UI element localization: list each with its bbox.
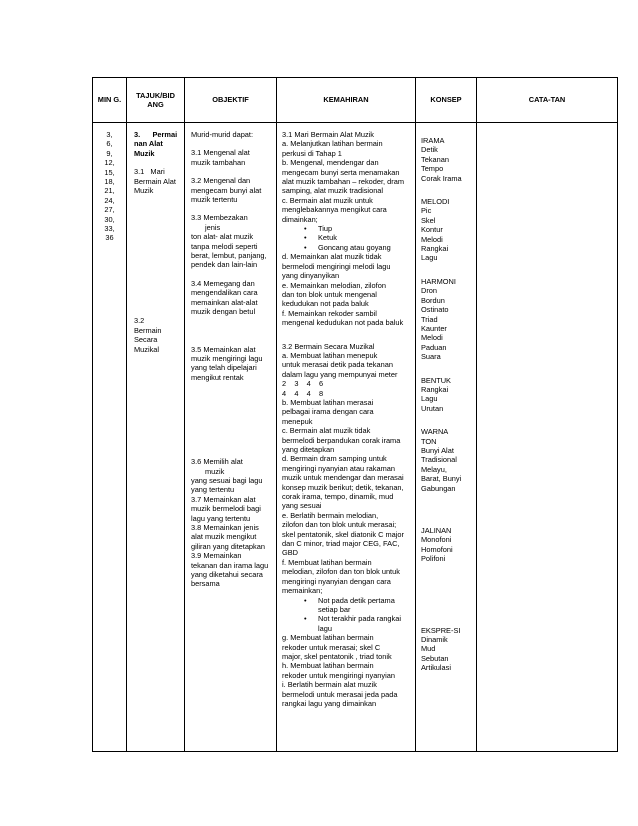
text-line: Melayu, xyxy=(421,464,447,474)
text-line: lagu yang tertentu xyxy=(191,513,251,523)
text-line: MELODI xyxy=(421,197,450,207)
text-line: Kaunter xyxy=(421,323,447,333)
text-line: corak irama, tempo, dinamik, mud xyxy=(282,492,394,502)
text-line: muzik bermelodi bagi xyxy=(191,504,261,514)
text-line: mengenal kedudukan not pada baluk xyxy=(282,318,404,328)
kemahiran-item xyxy=(282,139,411,158)
text-line: rekoder untuk merasai; skel C xyxy=(282,642,381,652)
text-line: EKSPRE-SI xyxy=(421,625,461,635)
text-line: major, skel pentatonik , triad tonik xyxy=(282,651,392,661)
text-line: Triad xyxy=(421,314,438,324)
text-line: IRAMA xyxy=(421,136,445,145)
text-line: 3.3 Membezakan xyxy=(191,213,248,223)
text-line: WARNA xyxy=(421,427,449,437)
text-line: tanpa melodi seperti xyxy=(191,241,258,251)
text-line: jenis xyxy=(205,222,221,232)
catatan-cell xyxy=(477,123,618,752)
text-line: tekanan dan irama lagu xyxy=(191,560,269,570)
text-line: Bunyi Alat xyxy=(421,445,454,455)
objektif-group xyxy=(191,176,273,204)
kemahiran-item xyxy=(282,661,411,680)
text-line: Monofoni xyxy=(421,535,452,545)
konsep-group-bentuk xyxy=(421,376,474,414)
text-line: Gabungan xyxy=(421,483,456,493)
text-line: 3.4 Memegang dan xyxy=(191,278,255,288)
text-line: pendek dan lain-lain xyxy=(191,260,258,270)
text-line: alat muzik tambahan – rekoder, dram xyxy=(282,177,405,187)
text-line: mengendalikan cara xyxy=(191,288,258,298)
header-tajuk: TAJUK/BID ANG xyxy=(127,78,185,123)
text-line: menepuk xyxy=(282,416,313,426)
text-line: BENTUK xyxy=(421,375,451,385)
tajuk-subtitle-line: Bermain Alat xyxy=(134,176,176,186)
text-line: Melodi xyxy=(421,333,443,343)
text-line: • Not terakhir pada rangkai xyxy=(282,614,411,623)
text-line: JALINAN xyxy=(421,526,452,535)
text-line: e. Berlatih bermain melodian, xyxy=(282,510,379,520)
text-line: 3.5 Memainkan alat xyxy=(191,344,256,354)
kemahiran-item xyxy=(282,309,411,328)
text-line: kedudukan not pada baluk xyxy=(282,299,369,309)
text-line: yang sesuai xyxy=(282,501,322,511)
header-row xyxy=(93,78,618,123)
text-line: Kontur xyxy=(421,225,443,235)
text-line: a. Membuat latihan menepuk xyxy=(282,350,378,360)
text-line: f. Memainkan rekoder sambil xyxy=(282,308,377,318)
text-line: 21, xyxy=(104,186,115,196)
text-line: c. Bermain alat muzik untuk xyxy=(282,195,373,205)
tajuk-subtitle-line: 3.1 Mari xyxy=(134,167,165,177)
text-line: 33, xyxy=(104,224,115,234)
text-line: muzik untuk mendengar dan merasai xyxy=(282,473,404,483)
text-line: • Tiup xyxy=(282,224,411,233)
text-line: menglebakannya mengikut cara xyxy=(282,205,387,215)
objektif-group xyxy=(191,279,273,317)
kemahiran-cell xyxy=(277,123,416,752)
text-line: zilofon dan ton blok untuk merasai; xyxy=(282,520,397,530)
text-line: melodian, zilofon dan ton blok untuk xyxy=(282,567,400,577)
kemahiran-item xyxy=(282,680,411,708)
text-line: untuk merasai detik pada tekanan xyxy=(282,360,393,370)
text-line: • Not pada detik pertama xyxy=(282,596,411,605)
text-line: pelbagai irama dengan cara xyxy=(282,407,374,417)
konsep-group-irama xyxy=(421,136,474,183)
text-line: i. Berlatih bermain alat muzik xyxy=(282,680,377,690)
konsep-group-ekspresi xyxy=(421,626,474,673)
text-line: lagu xyxy=(318,623,332,633)
tajuk-subtitle-line: Muzikal xyxy=(134,344,160,354)
meter-line: 4 4 4 8 xyxy=(282,388,324,398)
kemahiran-item xyxy=(282,426,411,454)
text-line: bermelodi berpandukan corak irama xyxy=(282,435,401,445)
text-line: yang tertentu xyxy=(191,485,235,495)
text-line: Pic xyxy=(421,206,432,216)
text-line: Rangkai xyxy=(421,244,449,254)
text-line: 15, xyxy=(104,167,115,177)
tajuk-subtitle-line: Bermain xyxy=(134,325,162,335)
tajuk-subtitle-line: Secara xyxy=(134,335,158,345)
konsep-group-warna xyxy=(421,427,474,493)
text-line: mengecam bunyi alat xyxy=(191,185,262,195)
kemahiran-section-title: 3.1 Mari Bermain Alat Muzik xyxy=(282,130,375,139)
text-line: Tempo xyxy=(421,164,444,174)
objektif-group xyxy=(191,345,273,383)
tajuk-cell xyxy=(127,123,185,752)
text-line: 3.2 Mengenal dan xyxy=(191,176,251,186)
text-line: dan C minor, triad major CEG, FAC, xyxy=(282,539,400,549)
kemahiran-item xyxy=(282,196,411,224)
text-line: yang dinyanyikan xyxy=(282,271,340,281)
kemahiran-item xyxy=(282,398,411,426)
text-line: muzik tertentu xyxy=(191,195,238,205)
text-line: c. Bermain alat muzik tidak xyxy=(282,426,371,436)
text-line: yang ditetapkan xyxy=(282,445,335,454)
text-line: alat muzik mengikut xyxy=(191,532,257,542)
text-line: Corak Irama xyxy=(421,173,462,183)
objektif-group xyxy=(191,130,273,139)
kemahiran-item xyxy=(282,252,411,280)
text-line: mengiringi nyanyian dengan cara xyxy=(282,576,391,586)
objektif-group xyxy=(191,457,273,589)
kemahiran-item xyxy=(282,633,411,661)
kemahiran-bullet-item xyxy=(282,596,411,615)
text-line: Melodi xyxy=(421,234,443,244)
header-objektif: OBJEKTIF xyxy=(185,78,277,123)
text-line: 3.1 Mengenal alat xyxy=(191,148,250,158)
text-line: g. Membuat latihan bermain xyxy=(282,633,374,643)
text-line: Mud xyxy=(421,644,436,654)
kemahiran-item xyxy=(282,511,411,558)
text-line: bermelodi mengiringi melodi lagu xyxy=(282,261,391,271)
kemahiran-bullet-item xyxy=(282,614,411,633)
text-line: 9, xyxy=(106,148,113,158)
text-line: 18, xyxy=(104,177,115,187)
text-line: 27, xyxy=(104,205,115,215)
konsep-group-melodi xyxy=(421,197,474,263)
objektif-cell xyxy=(185,123,277,752)
text-line: Suara xyxy=(421,352,441,362)
text-line: skel pentatonik, skel diatonik C major xyxy=(282,529,405,539)
text-line: b. Membuat latihan merasai xyxy=(282,397,374,407)
text-line: Lagu xyxy=(421,394,438,404)
body-row xyxy=(93,123,618,752)
text-line: HARMONI xyxy=(421,276,456,286)
text-line: Ostinato xyxy=(421,305,449,315)
text-line: TON xyxy=(421,436,437,446)
text-line: d. Memainkan alat muzik tidak xyxy=(282,252,382,262)
kemahiran-item xyxy=(282,454,411,510)
text-line: rekoder untuk mengiringi nyanyian xyxy=(282,670,395,680)
minggu-list xyxy=(93,123,126,243)
tajuk-title-line: Muzik xyxy=(134,148,155,158)
text-line: mengikut rentak xyxy=(191,372,244,382)
tajuk-title-line: nan Alat xyxy=(134,139,163,149)
text-line: ton alat- alat muzik xyxy=(191,232,254,242)
text-line: mengiringi nyanyian atau rakaman xyxy=(282,463,395,473)
text-line: f. Membuat latihan bermain xyxy=(282,557,372,567)
text-line: muzik xyxy=(205,466,225,476)
text-line: Sebutan xyxy=(421,653,449,663)
minggu-cell xyxy=(93,123,127,752)
text-line: 6, xyxy=(106,139,113,149)
konsep-cell xyxy=(416,123,477,752)
text-line: Artikulasi xyxy=(421,663,451,673)
text-line: muzik dengan betul xyxy=(191,307,256,317)
kemahiran-item xyxy=(282,281,411,309)
text-line: d. Bermain dram samping untuk xyxy=(282,454,387,464)
text-line: rangkai lagu yang dimainkan xyxy=(282,698,377,708)
text-line: Bordun xyxy=(421,295,445,305)
text-line: 3, xyxy=(106,130,113,139)
header-konsep: KONSEP xyxy=(416,78,477,123)
text-line: Homofoni xyxy=(421,544,453,554)
header-minggu: MIN G. xyxy=(93,78,127,123)
text-line: Paduan xyxy=(421,342,447,352)
text-line: berat, lembut, panjang, xyxy=(191,251,267,261)
kemahiran-bullets xyxy=(282,224,411,252)
text-line: 3.8 Memainkan jenis xyxy=(191,522,259,532)
text-line: Detik xyxy=(421,145,438,155)
text-line: 3.6 Memilih alat xyxy=(191,457,243,467)
text-line: yang sesuai bagi lagu xyxy=(191,475,263,485)
objektif-group xyxy=(191,148,273,167)
text-line: konsep muzik berikut; detik, tekanan, xyxy=(282,482,404,492)
text-line: dalam lagu yang mempunyai meter xyxy=(282,369,398,379)
text-line: bersama xyxy=(191,579,220,589)
text-line: dan ton blok untuk mengenal xyxy=(282,289,377,299)
text-line: a. Melanjutkan latihan bermain xyxy=(282,139,383,149)
text-line: 24, xyxy=(104,195,115,205)
text-line: 30, xyxy=(104,214,115,224)
text-line: Tekanan xyxy=(421,154,449,164)
text-line: yang telah dipelajari xyxy=(191,363,257,373)
text-line: GBD xyxy=(282,548,299,558)
text-line: mengecam bunyi serta menamakan xyxy=(282,167,400,177)
text-line: e. Memainkan melodian, zilofon xyxy=(282,280,386,290)
text-line: giliran yang ditetapkan xyxy=(191,541,265,551)
text-line: perkusi di Tahap 1 xyxy=(282,148,342,158)
text-line: memainkan; xyxy=(282,586,323,596)
kemahiran-item xyxy=(282,158,411,196)
text-line: b. Mengenal, mendengar dan xyxy=(282,158,379,168)
text-line: 12, xyxy=(104,158,115,168)
text-line: Dron xyxy=(421,286,438,296)
text-line: samping, alat muzik tradisional xyxy=(282,186,384,196)
konsep-group-harmoni xyxy=(421,277,474,362)
text-line: 3.9 Memainkan xyxy=(191,551,242,561)
konsep-group-jalinan xyxy=(421,526,474,564)
text-line: dimainkan; xyxy=(282,214,318,224)
text-line: muzik tambahan xyxy=(191,157,246,167)
text-line: Murid-murid dapat: xyxy=(191,130,254,139)
text-line: 3.7 Memainkan alat xyxy=(191,494,256,504)
header-catatan: CATA-TAN xyxy=(477,78,618,123)
text-line: muzik mengiringi lagu xyxy=(191,353,263,363)
text-line: Skel xyxy=(421,215,436,225)
text-line: • Ketuk xyxy=(282,233,411,242)
text-line: Barat, Bunyi xyxy=(421,474,462,484)
text-line: yang diketahui secara xyxy=(191,570,263,579)
tajuk-subtitle-line: Muzik xyxy=(134,186,154,196)
text-line: Rangkai xyxy=(421,384,449,394)
text-line: bermelodi untuk merasai jeda pada xyxy=(282,689,398,699)
header-kemahiran: KEMAHIRAN xyxy=(277,78,416,123)
text-line: Urutan xyxy=(421,403,444,413)
text-line: Dinamik xyxy=(421,635,448,645)
text-line: setiap bar xyxy=(318,604,351,614)
kemahiran-item xyxy=(282,558,411,596)
text-line: Tradisional xyxy=(421,455,457,465)
kemahiran-item xyxy=(282,351,411,379)
meter-line: 2 3 4 6 xyxy=(282,379,324,389)
tajuk-title-line: 3. Permai xyxy=(134,130,178,139)
text-line: h. Membuat latihan bermain xyxy=(282,661,374,671)
text-line: memainkan alat-alat xyxy=(191,297,258,307)
text-line: Polifoni xyxy=(421,554,446,564)
text-line: Lagu xyxy=(421,253,438,263)
text-line: 36 xyxy=(105,233,114,243)
tajuk-subtitle-line: 3.2 xyxy=(134,316,145,326)
kemahiran-section-title: 3.2 Bermain Secara Muzikal xyxy=(282,341,375,351)
text-line: • Goncang atau goyang xyxy=(282,243,411,252)
lesson-plan-table xyxy=(92,77,618,752)
objektif-group xyxy=(191,213,273,269)
